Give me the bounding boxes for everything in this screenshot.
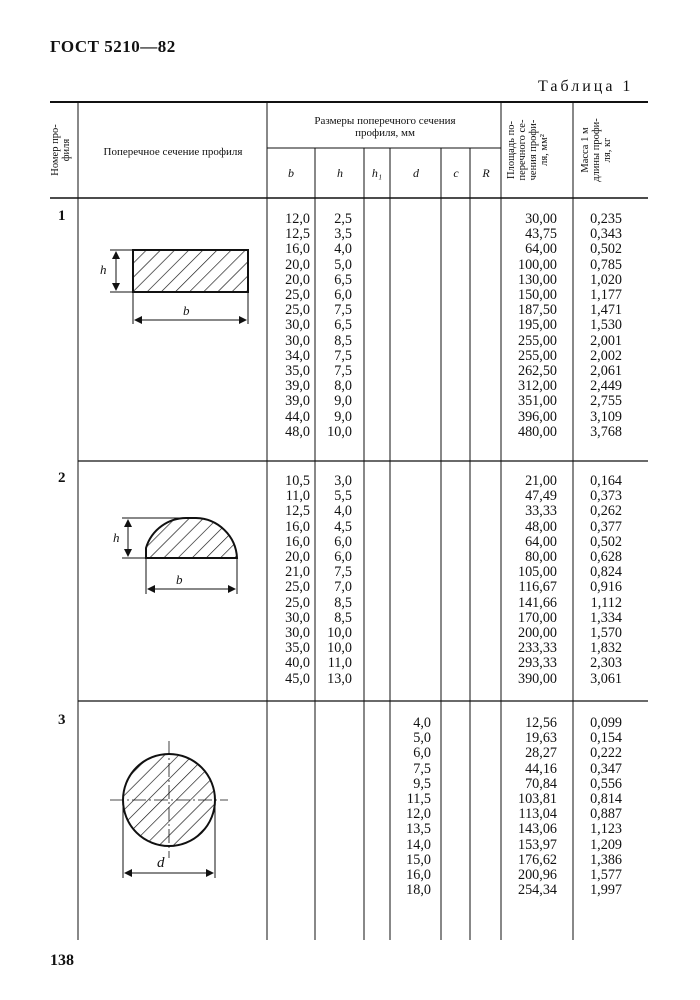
row-number-1: 1 bbox=[58, 208, 66, 224]
cell-mass: 0,887 bbox=[590, 806, 622, 823]
cell-mass: 1,112 bbox=[590, 594, 622, 611]
cell-area: 293,33 bbox=[517, 655, 557, 672]
cell-area: 21,00 bbox=[525, 473, 557, 489]
cell-b: 30,0 bbox=[285, 625, 310, 641]
cell-b: 30,0 bbox=[285, 332, 310, 349]
cell-area: 254,34 bbox=[517, 882, 557, 899]
subheader-c: c bbox=[453, 166, 459, 180]
cell-h: 13,0 bbox=[327, 670, 352, 687]
cell-b: 12,5 bbox=[285, 226, 310, 243]
cell-mass: 3,061 bbox=[590, 670, 622, 687]
document-title: ГОСТ 5210—82 bbox=[50, 37, 176, 56]
cell-mass: 0,502 bbox=[590, 241, 622, 258]
cell-h: 4,5 bbox=[334, 518, 352, 535]
cell-h: 6,0 bbox=[334, 533, 352, 550]
cell-h: 4,0 bbox=[334, 241, 352, 258]
cell-mass: 0,814 bbox=[590, 791, 622, 807]
cell-area: 141,66 bbox=[517, 594, 557, 611]
cell-h: 7,5 bbox=[334, 347, 352, 364]
dimension-label-b2: b bbox=[176, 572, 183, 587]
cell-area: 233,33 bbox=[517, 640, 557, 657]
cell-b: 39,0 bbox=[285, 378, 310, 395]
cell-h: 4,0 bbox=[334, 503, 352, 520]
cell-mass: 1,530 bbox=[590, 317, 622, 334]
cell-area: 70,84 bbox=[525, 775, 557, 792]
cell-mass: 0,373 bbox=[590, 488, 622, 505]
subheader-R: R bbox=[482, 166, 490, 180]
cell-area: 170,00 bbox=[517, 609, 557, 626]
cell-mass: 2,061 bbox=[590, 363, 622, 379]
cell-mass: 1,209 bbox=[590, 836, 622, 853]
dimension-label-d3: d bbox=[157, 855, 165, 871]
cell-area: 150,00 bbox=[517, 287, 557, 303]
cell-area: 312,00 bbox=[517, 378, 557, 395]
header-number-col: Номер про- филя bbox=[50, 124, 72, 176]
cell-mass: 0,099 bbox=[590, 715, 622, 731]
cell-h: 2,5 bbox=[334, 211, 352, 227]
rectangle-profile bbox=[110, 250, 248, 324]
cell-d: 15,0 bbox=[406, 851, 431, 868]
cell-area: 195,00 bbox=[517, 317, 557, 334]
cell-mass: 0,222 bbox=[590, 745, 622, 762]
cell-mass: 1,997 bbox=[590, 882, 622, 899]
cell-area: 80,00 bbox=[525, 549, 557, 565]
cell-h: 7,5 bbox=[334, 302, 352, 319]
cell-mass: 0,916 bbox=[590, 579, 622, 596]
cell-h: 6,0 bbox=[334, 287, 352, 303]
cell-h: 6,5 bbox=[334, 271, 352, 288]
cell-b: 39,0 bbox=[285, 393, 310, 410]
cell-d: 18,0 bbox=[406, 882, 431, 899]
cell-mass: 3,109 bbox=[590, 408, 622, 425]
cell-area: 19,63 bbox=[525, 730, 557, 747]
cell-area: 64,00 bbox=[525, 533, 557, 550]
header-area-col: Площадь по- перечного се- чения профи- ля, мм² bbox=[506, 119, 550, 181]
cell-area: 30,00 bbox=[525, 211, 557, 227]
cell-d: 16,0 bbox=[406, 867, 431, 883]
dimension-label-b1: b bbox=[183, 303, 190, 318]
table-label: Таблица 1 bbox=[538, 78, 634, 95]
cell-h: 7,5 bbox=[334, 363, 352, 379]
cell-mass: 0,262 bbox=[590, 503, 622, 520]
cell-area: 44,16 bbox=[525, 760, 557, 777]
cell-area: 113,04 bbox=[518, 806, 557, 823]
cell-area: 351,00 bbox=[517, 393, 557, 410]
cell-mass: 0,824 bbox=[590, 564, 622, 581]
cell-area: 48,00 bbox=[525, 518, 557, 535]
header-dims-group: Размеры поперечного сечения профиля, мм bbox=[314, 115, 456, 139]
cell-mass: 0,343 bbox=[590, 226, 622, 243]
header-section-col: Поперечное сечение профиля bbox=[103, 146, 243, 158]
cell-area: 116,67 bbox=[518, 579, 557, 596]
cell-area: 187,50 bbox=[517, 302, 557, 319]
cell-h: 10,0 bbox=[327, 423, 352, 440]
cell-b: 20,0 bbox=[285, 256, 310, 273]
cell-b: 35,0 bbox=[285, 640, 310, 657]
cell-b: 16,0 bbox=[285, 533, 310, 550]
cell-b: 16,0 bbox=[285, 241, 310, 258]
cell-area: 47,49 bbox=[525, 488, 557, 505]
subheader-h1: h₁ bbox=[371, 166, 383, 180]
cell-d: 4,0 bbox=[413, 715, 431, 731]
page-number: 138 bbox=[50, 952, 74, 969]
cell-d: 14,0 bbox=[406, 836, 431, 853]
cell-b: 11,0 bbox=[285, 488, 310, 505]
cell-h: 10,0 bbox=[327, 625, 352, 641]
cell-area: 480,00 bbox=[517, 423, 557, 440]
cell-d: 13,5 bbox=[406, 821, 431, 838]
cell-area: 100,00 bbox=[517, 256, 557, 273]
cell-area: 33,33 bbox=[525, 503, 557, 520]
cell-area: 262,50 bbox=[517, 363, 557, 379]
cell-b: 21,0 bbox=[285, 564, 310, 581]
cell-mass: 1,386 bbox=[590, 851, 622, 868]
cell-h: 7,5 bbox=[334, 564, 352, 581]
cell-mass: 1,570 bbox=[590, 625, 622, 641]
cell-b: 30,0 bbox=[285, 317, 310, 334]
cell-h: 11,0 bbox=[327, 655, 352, 672]
cell-mass: 0,164 bbox=[590, 473, 622, 489]
cell-area: 143,06 bbox=[517, 821, 557, 838]
cell-h: 3,5 bbox=[334, 226, 352, 243]
cell-h: 10,0 bbox=[327, 640, 352, 657]
cell-area: 12,56 bbox=[525, 715, 557, 731]
cell-h: 6,0 bbox=[334, 549, 352, 565]
cell-area: 64,00 bbox=[525, 241, 557, 258]
cell-b: 25,0 bbox=[285, 594, 310, 611]
dimension-label-h2: h bbox=[113, 530, 120, 545]
cell-mass: 2,303 bbox=[590, 655, 622, 672]
cell-area: 105,00 bbox=[517, 564, 557, 581]
cell-h: 8,5 bbox=[334, 594, 352, 611]
cell-mass: 1,334 bbox=[590, 609, 622, 626]
dimension-label-h1: h bbox=[100, 262, 107, 277]
cell-area: 43,75 bbox=[525, 226, 557, 243]
cell-b: 34,0 bbox=[285, 347, 310, 364]
cell-area: 130,00 bbox=[517, 271, 557, 288]
cell-b: 40,0 bbox=[285, 655, 310, 672]
cell-h: 8,0 bbox=[334, 378, 352, 395]
cell-mass: 2,002 bbox=[590, 347, 622, 364]
cell-h: 9,0 bbox=[334, 408, 352, 425]
subheader-h: h bbox=[337, 166, 343, 180]
cell-b: 25,0 bbox=[285, 302, 310, 319]
cell-b: 30,0 bbox=[285, 609, 310, 626]
subheader-d: d bbox=[413, 166, 419, 180]
cell-d: 11,5 bbox=[406, 791, 431, 807]
cell-mass: 0,347 bbox=[590, 760, 622, 777]
cell-h: 5,0 bbox=[334, 256, 352, 273]
cell-d: 7,5 bbox=[413, 760, 431, 777]
cell-mass: 1,177 bbox=[590, 287, 622, 303]
cell-d: 12,0 bbox=[406, 806, 431, 823]
cell-mass: 0,235 bbox=[590, 211, 622, 227]
cell-area: 103,81 bbox=[517, 791, 557, 807]
row-number-3: 3 bbox=[58, 712, 66, 728]
header-mass-col: Масса 1 м длины профи- ля, кг bbox=[580, 118, 613, 182]
cell-b: 48,0 bbox=[285, 423, 310, 440]
cell-mass: 3,768 bbox=[590, 423, 622, 440]
cell-h: 8,5 bbox=[334, 332, 352, 349]
cell-mass: 1,577 bbox=[590, 867, 622, 883]
cell-b: 44,0 bbox=[285, 408, 310, 425]
cell-area: 153,97 bbox=[517, 836, 557, 853]
cell-mass: 2,755 bbox=[590, 393, 622, 410]
cell-mass: 1,471 bbox=[590, 302, 622, 319]
cell-h: 9,0 bbox=[334, 393, 352, 410]
cell-d: 9,5 bbox=[413, 775, 431, 792]
cell-b: 20,0 bbox=[285, 549, 310, 565]
cell-h: 6,5 bbox=[334, 317, 352, 334]
cell-mass: 0,377 bbox=[590, 518, 622, 535]
cell-area: 28,27 bbox=[525, 745, 557, 762]
cell-mass: 0,502 bbox=[590, 533, 622, 550]
cell-b: 16,0 bbox=[285, 518, 310, 535]
cell-area: 255,00 bbox=[517, 332, 557, 349]
cell-area: 200,00 bbox=[517, 625, 557, 641]
cell-h: 8,5 bbox=[334, 609, 352, 626]
cell-mass: 1,123 bbox=[590, 821, 622, 838]
cell-area: 255,00 bbox=[517, 347, 557, 364]
cell-h: 5,5 bbox=[334, 488, 352, 505]
cell-mass: 2,449 bbox=[590, 378, 622, 395]
row-number-2: 2 bbox=[58, 470, 66, 486]
cell-h: 3,0 bbox=[334, 473, 352, 489]
cell-mass: 1,832 bbox=[590, 640, 622, 657]
cell-mass: 2,001 bbox=[590, 332, 622, 349]
cell-area: 176,62 bbox=[517, 851, 557, 868]
cell-b: 45,0 bbox=[285, 670, 310, 687]
cell-area: 390,00 bbox=[517, 670, 557, 687]
cell-b: 20,0 bbox=[285, 271, 310, 288]
cell-mass: 0,154 bbox=[590, 730, 622, 747]
cell-b: 10,5 bbox=[285, 473, 310, 489]
cell-mass: 0,628 bbox=[590, 549, 622, 565]
circle-profile bbox=[110, 741, 228, 878]
cell-mass: 0,556 bbox=[590, 775, 622, 792]
cell-b: 12,5 bbox=[285, 503, 310, 520]
cell-d: 5,0 bbox=[413, 730, 431, 747]
cell-b: 25,0 bbox=[285, 287, 310, 303]
cell-area: 396,00 bbox=[517, 408, 557, 425]
cell-area: 200,96 bbox=[517, 867, 557, 883]
cell-h: 7,0 bbox=[334, 579, 352, 596]
cell-mass: 0,785 bbox=[590, 256, 622, 273]
cell-b: 12,0 bbox=[285, 211, 310, 227]
cell-b: 35,0 bbox=[285, 363, 310, 379]
cell-d: 6,0 bbox=[413, 745, 431, 762]
subheader-b: b bbox=[288, 166, 294, 180]
cell-b: 25,0 bbox=[285, 579, 310, 596]
cell-mass: 1,020 bbox=[590, 271, 622, 288]
